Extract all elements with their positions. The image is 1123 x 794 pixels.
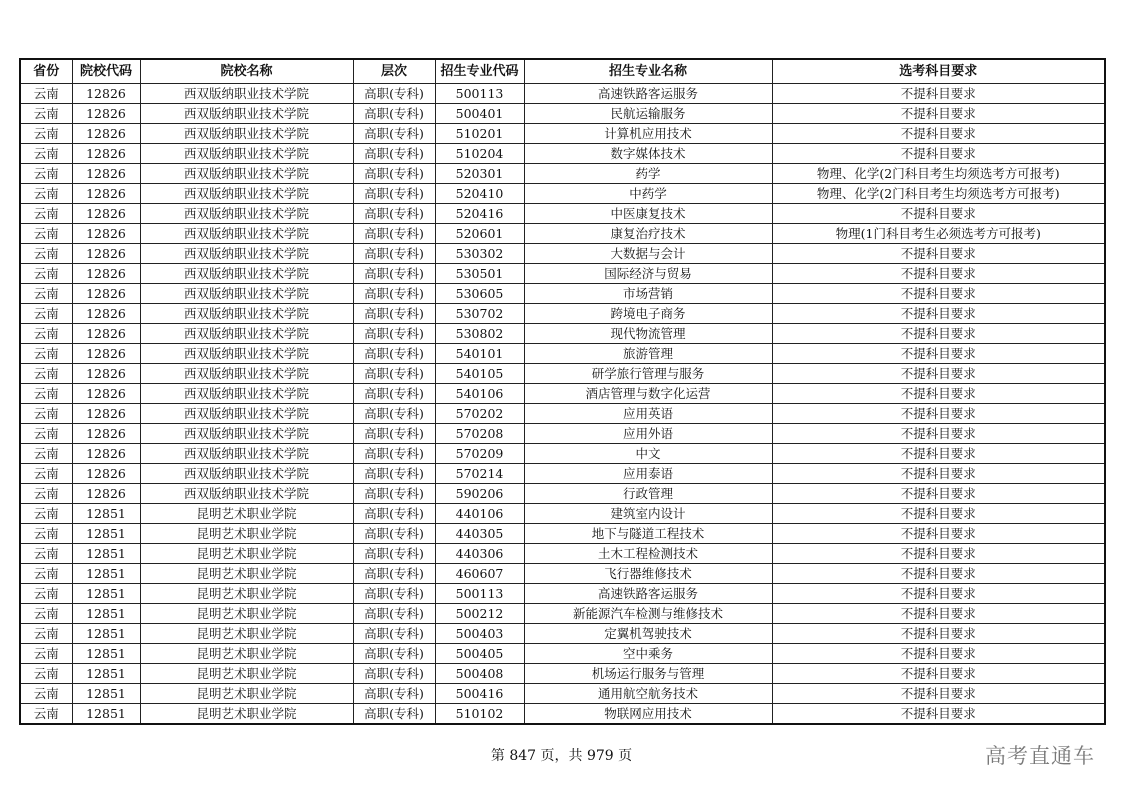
table-row: [20, 244, 1105, 264]
cell-subject-requirement: 不提科目要求: [772, 624, 1105, 644]
cell-major-code: 460607: [435, 564, 524, 584]
cell-school-code: 12851: [72, 564, 140, 584]
cell-subject-requirement: 不提科目要求: [772, 644, 1105, 664]
cell-level: 高职(专科): [353, 564, 435, 584]
cell-school-code: 12826: [72, 424, 140, 444]
cell-major-code: 500403: [435, 624, 524, 644]
cell-province: 云南: [20, 404, 72, 424]
cell-major-name: 研学旅行管理与服务: [524, 364, 772, 384]
cell-province: 云南: [20, 104, 72, 124]
cell-subject-requirement: 不提科目要求: [772, 544, 1105, 564]
table-row: [20, 484, 1105, 504]
cell-school-code: 12826: [72, 124, 140, 144]
table-row: [20, 584, 1105, 604]
cell-major-code: 570202: [435, 404, 524, 424]
cell-subject-requirement: 不提科目要求: [772, 564, 1105, 584]
cell-level: 高职(专科): [353, 384, 435, 404]
cell-major-code: 500113: [435, 84, 524, 104]
cell-school-name: 昆明艺术职业学院: [140, 644, 353, 664]
table-row: [20, 604, 1105, 624]
cell-subject-requirement: 不提科目要求: [772, 264, 1105, 284]
cell-level: 高职(专科): [353, 704, 435, 725]
cell-level: 高职(专科): [353, 84, 435, 104]
cell-level: 高职(专科): [353, 184, 435, 204]
cell-major-code: 500405: [435, 644, 524, 664]
cell-major-name: 国际经济与贸易: [524, 264, 772, 284]
cell-major-name: 高速铁路客运服务: [524, 84, 772, 104]
cell-major-name: 康复治疗技术: [524, 224, 772, 244]
cell-province: 云南: [20, 364, 72, 384]
cell-major-name: 市场营销: [524, 284, 772, 304]
cell-school-code: 12826: [72, 324, 140, 344]
cell-school-code: 12826: [72, 144, 140, 164]
table-row: [20, 84, 1105, 104]
cell-school-name: 西双版纳职业技术学院: [140, 464, 353, 484]
cell-major-code: 530605: [435, 284, 524, 304]
cell-school-code: 12826: [72, 204, 140, 224]
cell-major-code: 500416: [435, 684, 524, 704]
column-header-school-code: 院校代码: [72, 59, 140, 84]
cell-major-code: 530302: [435, 244, 524, 264]
table-row: [20, 404, 1105, 424]
cell-school-code: 12826: [72, 404, 140, 424]
table-row: [20, 564, 1105, 584]
column-header-subject-requirement: 选考科目要求: [772, 59, 1105, 84]
cell-school-name: 昆明艺术职业学院: [140, 544, 353, 564]
cell-major-code: 570208: [435, 424, 524, 444]
cell-school-code: 12826: [72, 84, 140, 104]
cell-school-name: 昆明艺术职业学院: [140, 584, 353, 604]
cell-school-name: 西双版纳职业技术学院: [140, 304, 353, 324]
cell-school-code: 12826: [72, 244, 140, 264]
cell-school-code: 12826: [72, 264, 140, 284]
cell-school-code: 12826: [72, 304, 140, 324]
table-row: [20, 624, 1105, 644]
cell-level: 高职(专科): [353, 524, 435, 544]
cell-subject-requirement: 不提科目要求: [772, 124, 1105, 144]
cell-major-code: 500113: [435, 584, 524, 604]
cell-subject-requirement: 不提科目要求: [772, 664, 1105, 684]
cell-school-code: 12826: [72, 224, 140, 244]
header-row: [20, 59, 1105, 84]
cell-major-name: 大数据与会计: [524, 244, 772, 264]
cell-province: 云南: [20, 344, 72, 364]
cell-level: 高职(专科): [353, 144, 435, 164]
cell-level: 高职(专科): [353, 664, 435, 684]
cell-subject-requirement: 不提科目要求: [772, 344, 1105, 364]
table-row: [20, 324, 1105, 344]
cell-province: 云南: [20, 684, 72, 704]
cell-school-name: 西双版纳职业技术学院: [140, 84, 353, 104]
cell-province: 云南: [20, 224, 72, 244]
cell-major-name: 药学: [524, 164, 772, 184]
cell-major-name: 中医康复技术: [524, 204, 772, 224]
cell-major-code: 440306: [435, 544, 524, 564]
cell-subject-requirement: 不提科目要求: [772, 244, 1105, 264]
cell-major-name: 中文: [524, 444, 772, 464]
page-number: 第 847 页，共 979 页: [490, 748, 633, 764]
table-row: [20, 684, 1105, 704]
table-row: [20, 224, 1105, 244]
cell-subject-requirement: 不提科目要求: [772, 464, 1105, 484]
cell-subject-requirement: 不提科目要求: [772, 364, 1105, 384]
cell-subject-requirement: 不提科目要求: [772, 524, 1105, 544]
cell-major-name: 新能源汽车检测与维修技术: [524, 604, 772, 624]
cell-major-code: 530802: [435, 324, 524, 344]
cell-school-code: 12851: [72, 604, 140, 624]
cell-subject-requirement: 不提科目要求: [772, 704, 1105, 725]
cell-major-name: 高速铁路客运服务: [524, 584, 772, 604]
cell-subject-requirement: 不提科目要求: [772, 424, 1105, 444]
cell-subject-requirement: 不提科目要求: [772, 304, 1105, 324]
cell-school-code: 12826: [72, 444, 140, 464]
cell-school-code: 12826: [72, 284, 140, 304]
cell-major-code: 520416: [435, 204, 524, 224]
cell-province: 云南: [20, 264, 72, 284]
cell-major-name: 跨境电子商务: [524, 304, 772, 324]
cell-subject-requirement: 不提科目要求: [772, 504, 1105, 524]
cell-school-name: 昆明艺术职业学院: [140, 684, 353, 704]
admissions-table: [19, 58, 1106, 725]
cell-province: 云南: [20, 604, 72, 624]
table-row: [20, 384, 1105, 404]
cell-level: 高职(专科): [353, 124, 435, 144]
cell-major-code: 510201: [435, 124, 524, 144]
cell-province: 云南: [20, 284, 72, 304]
cell-subject-requirement: 不提科目要求: [772, 684, 1105, 704]
cell-school-name: 西双版纳职业技术学院: [140, 204, 353, 224]
cell-level: 高职(专科): [353, 204, 435, 224]
table-row: [20, 344, 1105, 364]
cell-major-name: 土木工程检测技术: [524, 544, 772, 564]
cell-province: 云南: [20, 544, 72, 564]
cell-school-code: 12851: [72, 644, 140, 664]
column-header-school-name: 院校名称: [140, 59, 353, 84]
cell-school-name: 西双版纳职业技术学院: [140, 344, 353, 364]
cell-subject-requirement: 不提科目要求: [772, 604, 1105, 624]
table-row: [20, 124, 1105, 144]
cell-school-code: 12851: [72, 684, 140, 704]
cell-school-name: 西双版纳职业技术学院: [140, 364, 353, 384]
cell-subject-requirement: 不提科目要求: [772, 404, 1105, 424]
cell-major-name: 通用航空航务技术: [524, 684, 772, 704]
cell-level: 高职(专科): [353, 504, 435, 524]
table-row: [20, 364, 1105, 384]
cell-school-name: 昆明艺术职业学院: [140, 624, 353, 644]
cell-major-code: 520410: [435, 184, 524, 204]
cell-school-name: 昆明艺术职业学院: [140, 524, 353, 544]
cell-province: 云南: [20, 464, 72, 484]
cell-school-code: 12826: [72, 184, 140, 204]
cell-school-code: 12826: [72, 364, 140, 384]
cell-major-code: 590206: [435, 484, 524, 504]
cell-major-code: 500212: [435, 604, 524, 624]
cell-level: 高职(专科): [353, 444, 435, 464]
cell-province: 云南: [20, 524, 72, 544]
cell-major-code: 440106: [435, 504, 524, 524]
table-row: [20, 464, 1105, 484]
cell-major-code: 530702: [435, 304, 524, 324]
cell-province: 云南: [20, 124, 72, 144]
column-header-major-name: 招生专业名称: [524, 59, 772, 84]
table-row: [20, 204, 1105, 224]
cell-province: 云南: [20, 584, 72, 604]
cell-major-code: 440305: [435, 524, 524, 544]
cell-subject-requirement: 不提科目要求: [772, 484, 1105, 504]
cell-school-code: 12851: [72, 584, 140, 604]
cell-school-name: 西双版纳职业技术学院: [140, 164, 353, 184]
cell-major-name: 应用外语: [524, 424, 772, 444]
cell-school-code: 12851: [72, 544, 140, 564]
cell-major-code: 570209: [435, 444, 524, 464]
cell-school-name: 西双版纳职业技术学院: [140, 324, 353, 344]
cell-major-code: 500408: [435, 664, 524, 684]
cell-school-code: 12826: [72, 344, 140, 364]
cell-school-name: 西双版纳职业技术学院: [140, 284, 353, 304]
cell-level: 高职(专科): [353, 684, 435, 704]
cell-school-name: 西双版纳职业技术学院: [140, 424, 353, 444]
cell-province: 云南: [20, 244, 72, 264]
cell-school-code: 12826: [72, 164, 140, 184]
cell-school-code: 12826: [72, 384, 140, 404]
cell-school-code: 12826: [72, 484, 140, 504]
cell-level: 高职(专科): [353, 484, 435, 504]
column-header-province: 省份: [20, 59, 72, 84]
cell-province: 云南: [20, 704, 72, 725]
cell-major-name: 飞行器维修技术: [524, 564, 772, 584]
column-header-level: 层次: [353, 59, 435, 84]
cell-school-name: 西双版纳职业技术学院: [140, 404, 353, 424]
cell-major-code: 510204: [435, 144, 524, 164]
table-row: [20, 704, 1105, 725]
cell-province: 云南: [20, 84, 72, 104]
cell-school-name: 西双版纳职业技术学院: [140, 144, 353, 164]
cell-major-name: 旅游管理: [524, 344, 772, 364]
table-row: [20, 304, 1105, 324]
cell-school-name: 西双版纳职业技术学院: [140, 444, 353, 464]
cell-major-name: 应用英语: [524, 404, 772, 424]
cell-subject-requirement: 物理、化学(2门科目考生均须选考方可报考): [772, 164, 1105, 184]
cell-major-name: 定翼机驾驶技术: [524, 624, 772, 644]
cell-subject-requirement: 不提科目要求: [772, 84, 1105, 104]
cell-major-name: 数字媒体技术: [524, 144, 772, 164]
table-row: [20, 284, 1105, 304]
cell-province: 云南: [20, 484, 72, 504]
cell-school-name: 西双版纳职业技术学院: [140, 184, 353, 204]
cell-province: 云南: [20, 504, 72, 524]
table-row: [20, 164, 1105, 184]
cell-subject-requirement: 物理、化学(2门科目考生均须选考方可报考): [772, 184, 1105, 204]
cell-school-name: 昆明艺术职业学院: [140, 504, 353, 524]
cell-level: 高职(专科): [353, 424, 435, 444]
cell-school-code: 12851: [72, 624, 140, 644]
column-header-major-code: 招生专业代码: [435, 59, 524, 84]
cell-level: 高职(专科): [353, 104, 435, 124]
cell-level: 高职(专科): [353, 464, 435, 484]
cell-province: 云南: [20, 564, 72, 584]
cell-subject-requirement: 不提科目要求: [772, 284, 1105, 304]
cell-school-name: 西双版纳职业技术学院: [140, 244, 353, 264]
table-row: [20, 144, 1105, 164]
watermark-logo-text: 高考直通车: [985, 744, 1095, 768]
cell-level: 高职(专科): [353, 244, 435, 264]
cell-major-code: 520601: [435, 224, 524, 244]
cell-level: 高职(专科): [353, 344, 435, 364]
cell-subject-requirement: 物理(1门科目考生必须选考方可报考): [772, 224, 1105, 244]
cell-school-code: 12826: [72, 464, 140, 484]
cell-province: 云南: [20, 664, 72, 684]
cell-province: 云南: [20, 184, 72, 204]
cell-major-name: 民航运输服务: [524, 104, 772, 124]
cell-major-name: 建筑室内设计: [524, 504, 772, 524]
cell-subject-requirement: 不提科目要求: [772, 584, 1105, 604]
cell-level: 高职(专科): [353, 164, 435, 184]
cell-major-code: 520301: [435, 164, 524, 184]
table-row: [20, 504, 1105, 524]
cell-level: 高职(专科): [353, 644, 435, 664]
cell-level: 高职(专科): [353, 604, 435, 624]
cell-school-code: 12851: [72, 704, 140, 725]
cell-major-name: 现代物流管理: [524, 324, 772, 344]
cell-major-code: 530501: [435, 264, 524, 284]
table-row: [20, 664, 1105, 684]
cell-major-name: 行政管理: [524, 484, 772, 504]
cell-province: 云南: [20, 144, 72, 164]
table-row: [20, 524, 1105, 544]
cell-level: 高职(专科): [353, 264, 435, 284]
cell-province: 云南: [20, 304, 72, 324]
cell-subject-requirement: 不提科目要求: [772, 444, 1105, 464]
cell-major-code: 540105: [435, 364, 524, 384]
cell-major-name: 酒店管理与数字化运营: [524, 384, 772, 404]
cell-school-name: 昆明艺术职业学院: [140, 604, 353, 624]
cell-level: 高职(专科): [353, 284, 435, 304]
cell-subject-requirement: 不提科目要求: [772, 104, 1105, 124]
cell-school-code: 12851: [72, 504, 140, 524]
table-row: [20, 184, 1105, 204]
cell-province: 云南: [20, 164, 72, 184]
cell-school-name: 昆明艺术职业学院: [140, 704, 353, 725]
cell-major-code: 500401: [435, 104, 524, 124]
cell-province: 云南: [20, 384, 72, 404]
cell-province: 云南: [20, 204, 72, 224]
cell-level: 高职(专科): [353, 584, 435, 604]
cell-school-name: 西双版纳职业技术学院: [140, 104, 353, 124]
cell-province: 云南: [20, 444, 72, 464]
cell-major-name: 机场运行服务与管理: [524, 664, 772, 684]
cell-major-code: 570214: [435, 464, 524, 484]
cell-major-name: 物联网应用技术: [524, 704, 772, 725]
cell-province: 云南: [20, 624, 72, 644]
table-header: [20, 59, 1105, 84]
cell-level: 高职(专科): [353, 544, 435, 564]
table-row: [20, 544, 1105, 564]
table-body: [20, 84, 1105, 725]
table-row: [20, 444, 1105, 464]
cell-school-name: 西双版纳职业技术学院: [140, 124, 353, 144]
cell-school-code: 12851: [72, 664, 140, 684]
cell-school-name: 西双版纳职业技术学院: [140, 484, 353, 504]
cell-school-name: 昆明艺术职业学院: [140, 564, 353, 584]
cell-province: 云南: [20, 644, 72, 664]
cell-major-name: 计算机应用技术: [524, 124, 772, 144]
cell-school-name: 西双版纳职业技术学院: [140, 384, 353, 404]
cell-subject-requirement: 不提科目要求: [772, 384, 1105, 404]
cell-major-name: 地下与隧道工程技术: [524, 524, 772, 544]
cell-subject-requirement: 不提科目要求: [772, 204, 1105, 224]
cell-subject-requirement: 不提科目要求: [772, 144, 1105, 164]
table-row: [20, 104, 1105, 124]
cell-major-name: 空中乘务: [524, 644, 772, 664]
cell-major-name: 中药学: [524, 184, 772, 204]
cell-major-name: 应用泰语: [524, 464, 772, 484]
cell-school-code: 12826: [72, 104, 140, 124]
cell-level: 高职(专科): [353, 624, 435, 644]
cell-level: 高职(专科): [353, 404, 435, 424]
cell-level: 高职(专科): [353, 304, 435, 324]
cell-level: 高职(专科): [353, 364, 435, 384]
table-row: [20, 264, 1105, 284]
cell-major-code: 540101: [435, 344, 524, 364]
cell-school-name: 西双版纳职业技术学院: [140, 224, 353, 244]
cell-major-code: 510102: [435, 704, 524, 725]
cell-subject-requirement: 不提科目要求: [772, 324, 1105, 344]
cell-school-code: 12851: [72, 524, 140, 544]
table-row: [20, 424, 1105, 444]
cell-level: 高职(专科): [353, 224, 435, 244]
cell-province: 云南: [20, 324, 72, 344]
cell-major-code: 540106: [435, 384, 524, 404]
cell-school-name: 昆明艺术职业学院: [140, 664, 353, 684]
cell-level: 高职(专科): [353, 324, 435, 344]
cell-province: 云南: [20, 424, 72, 444]
cell-school-name: 西双版纳职业技术学院: [140, 264, 353, 284]
table-row: [20, 644, 1105, 664]
